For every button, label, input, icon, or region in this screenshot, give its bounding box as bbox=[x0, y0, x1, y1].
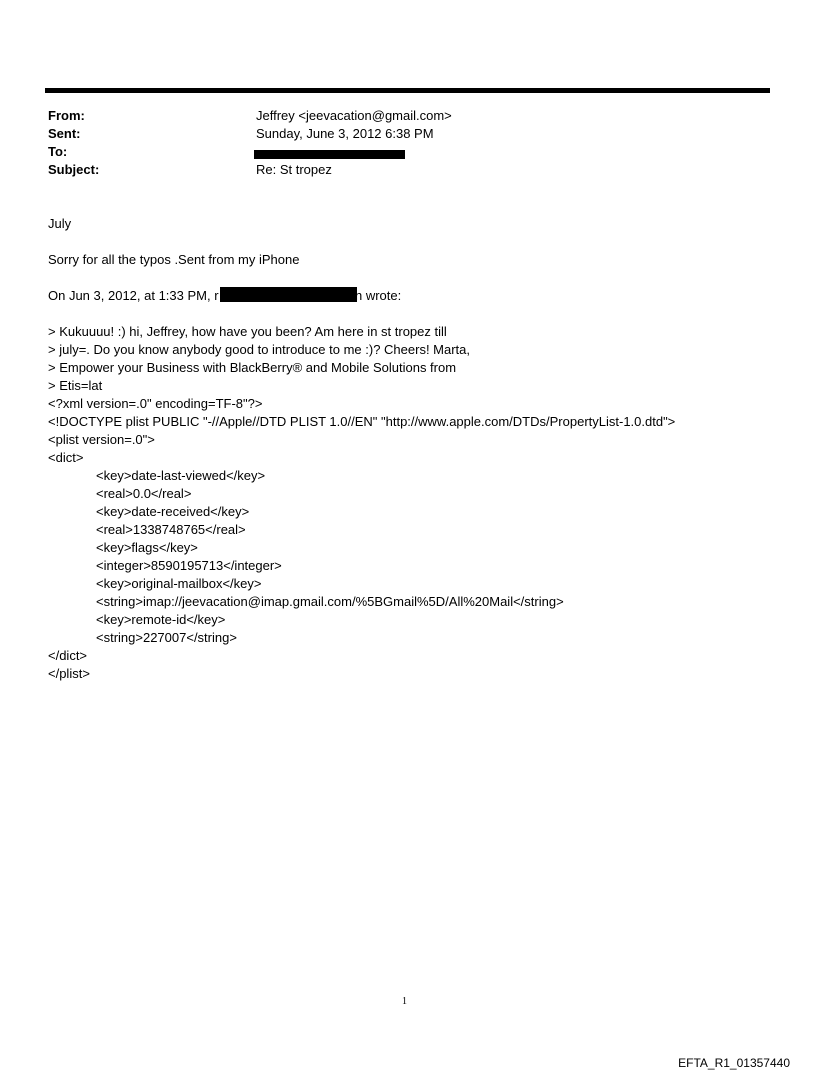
to-label: To: bbox=[48, 144, 68, 159]
dict-item: <key>remote-id</key> bbox=[96, 612, 226, 627]
xml-line: <dict> bbox=[48, 450, 84, 465]
from-label: From: bbox=[48, 108, 85, 123]
dict-item: <string>imap://jeevacation@imap.gmail.com/%5BGmail%5D/All%20Mail</string> bbox=[96, 594, 564, 609]
dict-item: <real>0.0</real> bbox=[96, 486, 192, 501]
subject-value: Re: St tropez bbox=[256, 162, 332, 177]
quoted-line: > Etis=lat bbox=[48, 378, 103, 393]
header-rule bbox=[45, 88, 770, 93]
dict-item: <key>flags</key> bbox=[96, 540, 198, 555]
dict-item: <real>1338748765</real> bbox=[96, 522, 246, 537]
quoted-line: > Kukuuuu! :) hi, Jeffrey, how have you been? Am here in st tropez till bbox=[48, 324, 447, 339]
body-line-signature: Sorry for all the typos .Sent from my iPhone bbox=[48, 252, 300, 267]
body-line-july: July bbox=[48, 216, 72, 231]
dict-item: <key>date-received</key> bbox=[96, 504, 250, 519]
dict-item: <key>original-mailbox</key> bbox=[96, 576, 262, 591]
quoted-line: > Empower your Business with BlackBerry® and Mobile Solutions from bbox=[48, 360, 457, 375]
xml-closing: </dict> bbox=[48, 648, 88, 663]
to-redaction bbox=[254, 150, 405, 159]
dict-item: <key>date-last-viewed</key> bbox=[96, 468, 266, 483]
dict-item: <integer>8590195713</integer> bbox=[96, 558, 282, 573]
page-number: 1 bbox=[402, 996, 407, 1007]
from-value: Jeffrey <jeevacation@gmail.com> bbox=[256, 108, 452, 123]
sent-value: Sunday, June 3, 2012 6:38 PM bbox=[256, 126, 434, 141]
sender-redaction bbox=[220, 287, 357, 302]
document-id: EFTA_R1_01357440 bbox=[678, 1056, 790, 1070]
on-wrote-suffix: n wrote: bbox=[355, 288, 402, 303]
sent-label: Sent: bbox=[48, 126, 81, 141]
on-wrote-prefix: On Jun 3, 2012, at 1:33 PM, r bbox=[48, 288, 219, 303]
xml-line: <!DOCTYPE plist PUBLIC "-//Apple//DTD PLIST 1.0//EN" "http://www.apple.com/DTDs/PropertyList-1.0.dtd"> bbox=[48, 414, 676, 429]
subject-label: Subject: bbox=[48, 162, 100, 177]
xml-line: <plist version=.0"> bbox=[48, 432, 155, 447]
dict-item: <string>227007</string> bbox=[96, 630, 237, 645]
quoted-line: > july=. Do you know anybody good to introduce to me :)? Cheers! Marta, bbox=[48, 342, 471, 357]
xml-line: <?xml version=.0" encoding=TF-8"?> bbox=[48, 396, 263, 411]
xml-closing: </plist> bbox=[48, 666, 90, 681]
